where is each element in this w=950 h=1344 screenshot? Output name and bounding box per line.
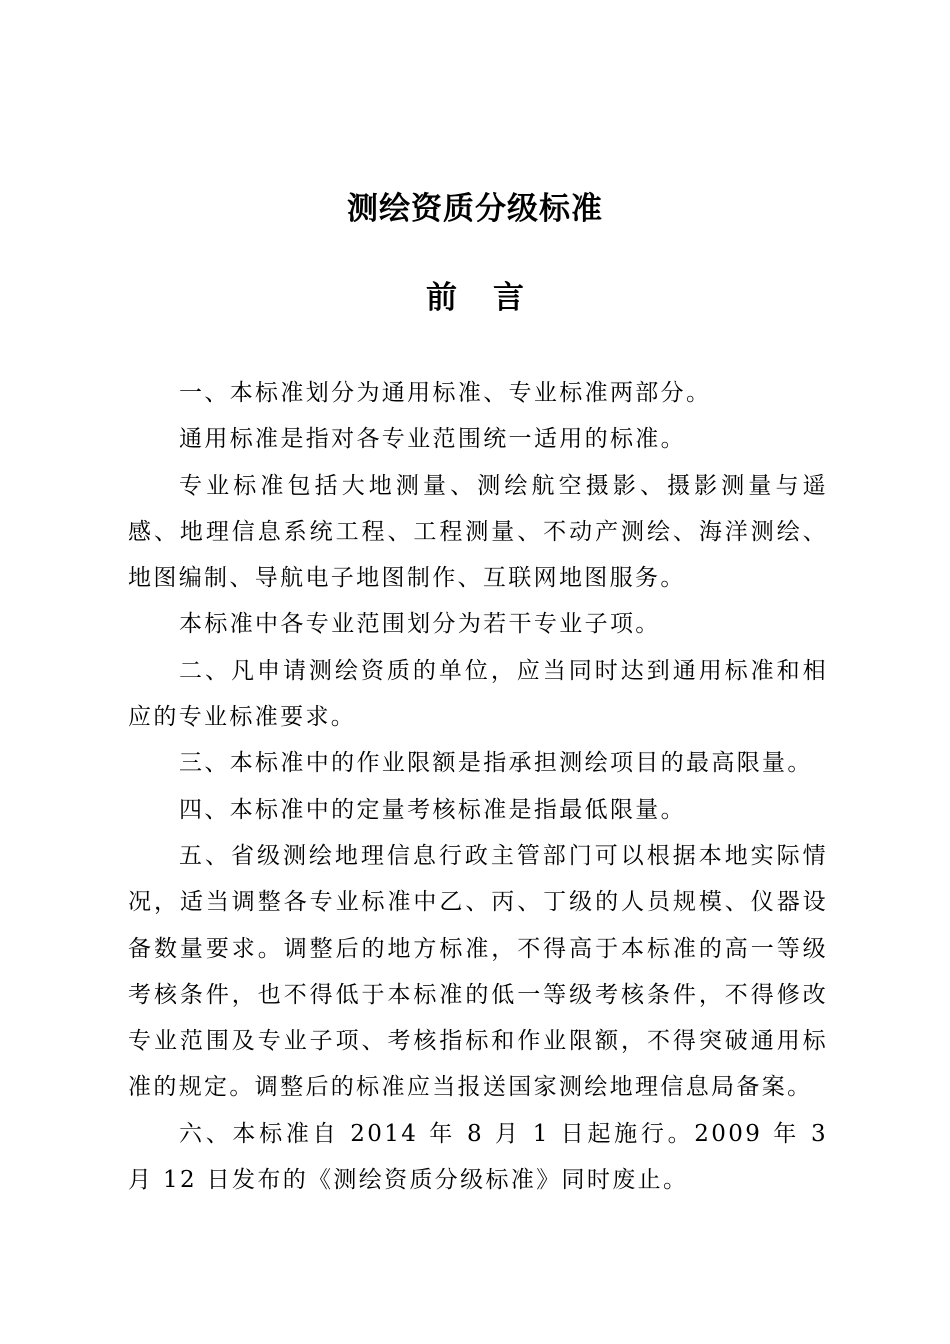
- paragraph-6: 三、本标准中的作业限额是指承担测绘项目的最高限量。: [179, 750, 813, 777]
- preface-heading: [0, 275, 950, 321]
- preface-body: [128, 370, 828, 1203]
- paragraph-7: 四、本标准中的定量考核标准是指最低限量。: [179, 796, 686, 823]
- paragraph-8: 五、省级测绘地理信息行政主管部门可以根据本地实际情况，适当调整各专业标准中乙、丙、丁级的人员规模、仪器设备数量要求。调整后的地方标准，不得高于本标准的高一等级考核条件，也不得低于本标准的低一等级考核条件，不得修改专业范围及专业子项、考核指标和作业限额，不得突破通用标准的规定。调整后的标准应当报送国家测绘地理信息局备案。: [128, 842, 828, 1101]
- paragraph-3: 专业标准包括大地测量、测绘航空摄影、摄影测量与遥感、地理信息系统工程、工程测量、不动产测绘、海洋测绘、地图编制、导航电子地图制作、互联网地图服务。: [128, 472, 828, 592]
- preface-heading-char-2: 言: [493, 280, 524, 316]
- document-title: 测绘资质分级标准: [347, 191, 603, 227]
- paragraph-9: 六、本标准自 2014 年 8 月 1 日起施行。2009 年 3 月 12 日发布的《测绘资质分级标准》同时废止。: [128, 1120, 828, 1194]
- paragraph-1: 一、本标准划分为通用标准、专业标准两部分。: [179, 380, 712, 406]
- paragraph-5: 二、凡申请测绘资质的单位，应当同时达到通用标准和相应的专业标准要求。: [128, 657, 828, 731]
- paragraph-4: 本标准中各专业范围划分为若干专业子项。: [179, 611, 661, 638]
- paragraph-2: 通用标准是指对各专业范围统一适用的标准。: [179, 426, 686, 453]
- preface-heading-char-1: 前: [426, 280, 457, 316]
